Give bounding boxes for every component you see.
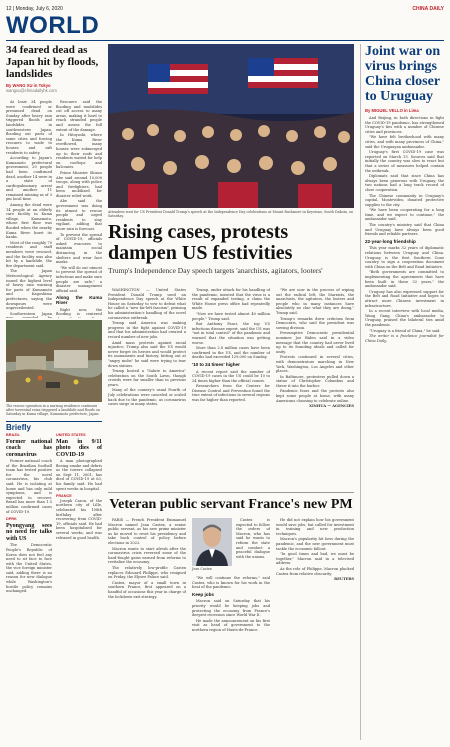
brief-text: Joseph Caron, of the northern city of Lille, celebrated his 108th birthday after recovering from COVID-19, officials said. He had been hospitalized for several weeks, and was released in good health. — [56, 498, 102, 540]
paragraph: PARIS — French President Emmanuel Macron named Jean Castex, a senior public servant, as his new prime minister as he moved to reset his presidency and take back control of policy before elections in 2022. — [108, 518, 186, 545]
brief-region: DPRK — [6, 517, 17, 522]
paragraph: WASHINGTON — United States President Donald Trump used an Independence Day speech at the White House on Saturday to vow to defeat what he called a "new far-left fascism", praising his administration's handling of the novel coronavirus outbreak. — [108, 288, 186, 320]
brief-region: FRANCE — [56, 494, 72, 499]
section-rule — [6, 40, 444, 41]
us-photo-caption: Attendees wait for US President Donald Trump's speech at the Independence Day celebrations at Mount Rushmore in Keystone, South Dakota, on Saturday. — [108, 210, 354, 218]
paragraph: "Now we have tested almost 40 million people," Trump said. — [192, 311, 270, 321]
japan-photo-caption: The rescue operation in a nursing residence continues after torrential rains triggered a landslide and floods on Saturday in Kuma village, Kumamoto prefecture, Japan. — [6, 404, 100, 416]
brief-title: Former national coach has coronavirus — [6, 438, 52, 458]
paragraph: "We are now in the process of wiping out the radical left, the Marxists, the anarchists, the agitators, the looters and people who in many instances have absolutely no clue what they are doing," Trump said. — [276, 288, 354, 315]
paragraph: Prime Minister Shinzo Abe said around 10,000 troops, along with police and firefighters, had been mobilized for disaster relief work. — [56, 170, 102, 198]
paragraph: The country's ministry said that China and Uruguay have always been good friends and reliable partners. — [365, 223, 444, 237]
paragraph: "We will do our utmost to prevent the spread of infections and make sure people are safe," a disaster management official said. — [56, 265, 102, 293]
paragraph: Southwestern Japan — [10, 311, 52, 316]
paragraph: Macron wants to start afresh after the coronavirus crisis reversed some of the hard-fought gains earned from reforms to revitalize the economy. — [108, 546, 186, 565]
briefly-right — [56, 433, 102, 733]
us-col-3 — [276, 288, 354, 488]
paragraph: In a recent interview with local media, Wang Gang, China's ambassador to Uruguay, praised the bilateral ties amid the pandemic. — [365, 309, 444, 327]
paragraph: Diplomats said that since China has always been generous with Uruguay, the two nations had a long track record of close cooperation. — [365, 174, 444, 192]
us-headline: Rising cases, protests dampen US festivities — [108, 221, 293, 264]
brief-text: A man photographed fleeing smoke and debris as the towers collapsed on Sept 11, 2001, has died of COVID-19 at 63, his family said. He had spent weeks in hospital. — [56, 459, 102, 491]
paragraph: This year marks 32 years of diplomatic relations between Uruguay and China. Uruguay is the first Southern Cone country to sign a cooperation document with China on the Belt and Road Initiative. — [365, 246, 444, 269]
briefly-left — [6, 433, 52, 733]
portrait-image — [192, 518, 232, 566]
paragraph: "Uruguay is a friend of China," he said. — [369, 328, 441, 333]
us-col-2 — [192, 288, 270, 488]
paragraph: Pandemic fears and the protests also kept some people at home, with many Americans choosing to celebrate online. — [276, 389, 354, 403]
paragraph: Among the dead were 14 people at an elderly care facility in Kuma village, Kumamoto, whose first floor was flooded when the nearby Kuma River burst its banks. — [6, 203, 52, 240]
paragraph: The Chinese community in Uruguay's capital, Montevideo, donated protective supplies to the city. — [365, 193, 444, 207]
paragraph: Castex is expected to follow the orders of Macron, who has said he wants to reform the state and conduct a peaceful dialogue with the unions. — [236, 518, 270, 559]
japan-subhead: Along the Kuma River — [56, 295, 102, 305]
paragraph: Right now, the flooding is centered — [56, 307, 102, 317]
paragraph: "In good times and bad, we must be together," Macron said in a televised address. — [276, 552, 354, 566]
paragraph: In Baltimore, protesters pulled down a statue of Christopher Columbus and threw it into the harbor. — [276, 374, 354, 388]
paragraph: He did not explain how his government would save jobs, but called for investment in training and new production techniques. — [276, 518, 354, 536]
japan-body-right — [56, 100, 102, 318]
agency-credit: XINHUA — AGENCIES — [309, 404, 354, 409]
paragraph: "We will continue the reforms," said Castex, who is known for his work in the heat of the pandemic. — [192, 576, 270, 590]
paragraph: The relatively low-profile Castex replaces Edouard Philippe, who resigned on Friday, the Elysee Palace said. — [108, 565, 186, 580]
paragraph: Macron's popularity hit lows during the pandemic, and the new government must tackle the economic fallout. — [276, 537, 354, 551]
paragraph: Many of the country's usual Fourth of July celebrations were canceled or scaled back due to the pandemic, as coronavirus cases surge in many states. — [108, 388, 186, 407]
france-headline: Veteran public servant France's new PM — [109, 497, 353, 512]
us-col-1 — [108, 288, 186, 488]
paragraph: Protests continued in several cities, with demonstrators marching in New York, Washington, Los Angeles and other places. — [276, 355, 354, 374]
france-rule — [108, 492, 354, 493]
paragraph: Researchers from the Centers for Disease Control and Prevention found the true extent of infections in several regions was far higher than reported. — [192, 384, 270, 403]
paragraph: At least 34 people were confirmed or presumed dead on Sunday after heavy rain triggered floods and landslides in southwestern Japan, flooding out parts of some cities and forcing rescuers to wade to houses and raft residents to safety. — [6, 100, 52, 155]
paragraph: Presumptive Democratic presidential nominee Joe Biden said in a video message that the country had never lived up to its founding ideals and called for unity. — [276, 331, 354, 354]
paragraph: Trump's remarks drew criticism from Democrats, who said the president was sowing division. — [276, 316, 354, 330]
brief-title: Man in 9/11 photo dies of COVID-19 — [56, 438, 102, 458]
uruguay-sidebar — [360, 44, 444, 740]
paragraph: Abe said the government was doing its utmost to rescue people and urged residents to stay vigilant, adding that more rain is forecast. — [56, 199, 102, 232]
flood-scene-image — [6, 320, 102, 402]
paragraph: Trump, under attack for his handling of the pandemic, insisted that the virus is a result of expanded testing, a claim the White House press office had repeatedly made. — [192, 288, 270, 311]
paragraph: Most of the roughly 70 residents and staff members were rescued, and the facility was also hit by a landslide, the fire department said. — [6, 240, 52, 268]
us-rushmore-photo — [108, 44, 354, 208]
paragraph: More than 2.8 million cases have been confirmed in the US, and the number of deaths had exceeded 129,000 on Sunday. — [192, 346, 270, 360]
section-title: WORLD — [6, 12, 100, 39]
paragraph: Rescuers said the flooding and mudslides cut off access to many areas, making it hard to reach stranded people and assess the full extent of the damage. — [56, 100, 102, 132]
japan-story — [6, 44, 102, 95]
paragraph: Uruguay has also expressed support for the Belt and Road Initiative and hopes to attract more Chinese investment in infrastructure. — [365, 289, 444, 308]
japan-byline: By WANG XU in Tokyo — [6, 83, 51, 88]
paragraph: "We have been cooperating for a long time, and we expect to continue," the ambassador said. — [365, 208, 444, 222]
paragraph: A recent report said the number of COVID-19 cases in the US could be 10 to 24 times higher than the official counts. — [192, 369, 270, 383]
japan-headline: 34 feared dead as Japan hit by floods, landslides — [6, 44, 99, 80]
paragraph: He made the announcement on his first visit as head of government to the northern region of Hauts-de-France. — [192, 618, 270, 632]
paragraph: Uruguay's first COVID-19 case was reported on March 13. Sources said that initially the country was slow to react but that a series of measures helped contain the outbreak. — [365, 150, 444, 173]
france-col-3 — [276, 518, 354, 740]
us-subhead: '10 to 24 times' higher — [192, 361, 240, 367]
paragraph: In Hitoyoshi, where the Kuma River overflowed, many houses were submerged up to their roofs and residents waited for help on rooftops and balconies. — [56, 133, 102, 170]
paragraph: "Both governments are committed to implementing the agreements that have been built in these 32 years," the ambassador said. — [365, 270, 444, 289]
paragraph: As the role of Philippe, Macron plucked Castex from relative obscurity. — [276, 566, 354, 576]
japan-email: wangxu@chinadailyhk.com — [6, 88, 57, 93]
paragraph: Trump said America was making progress in the fight against COVID-19 and that his administration had created a record number of new jobs. — [108, 321, 186, 339]
brief-text: The Democratic People's Republic of Korea does not feel any need to sit face to face with the United States, the vice foreign minister said, adding there is no reason for new dialogue while Washington's hostile policy remains unchanged. — [6, 543, 52, 594]
writer-note: The writer is a freelance journalist for China Daily. — [365, 334, 444, 343]
france-subhead: Keep jobs — [192, 591, 214, 597]
castex-portrait — [192, 518, 232, 566]
agency-credit: REUTERS — [334, 577, 354, 582]
japan-body-left — [6, 100, 52, 318]
paragraph: To prevent the spread of COVID-19, officials asked evacuees to maintain social distancing in the shelters and wear face masks. — [56, 232, 102, 265]
paragraph: Amid mass protests against racial injustice, Trump also said the US would never forget its heroes and would protect its monuments and history, hitting out at "angry mobs" he said were trying to tear down statues. — [108, 340, 186, 368]
brief-region: UNITED STATES — [56, 433, 86, 437]
portrait-caption: Jean Castex — [192, 567, 212, 571]
briefly-section — [6, 421, 102, 432]
paper-name: CHINA DAILY — [412, 5, 444, 12]
paragraph: Castex, mayor of a small town in southern France, first appeared on a handful of occasions this year in charge of the lockdown exit strategy. — [108, 580, 186, 599]
uruguay-byline: By MIGUEL VELLO in Lima — [365, 108, 419, 113]
crowd-flags-image — [108, 44, 354, 208]
brief-title: Pyongyang sees no need for talks with US — [6, 522, 52, 542]
brief-text: Former national coach of the Brazilian football team has tested positive for the novel coronavirus, his club said. He is isolating at home and has only mild symptoms, and is expected to recover. Brazil has more than 1.5 million confirmed cases of COVID-19. — [6, 459, 52, 514]
france-col-2b — [192, 576, 270, 740]
paragraph: But Anthony Fauci, the top US infectious disease expert, said the US was "not in total control" of the pandemic and warned that the situation was getting worse. — [192, 322, 270, 345]
paragraph: Trump hosted a "Salute to America" celebration on the South Lawn, though crowds were far smaller than in previous years. — [108, 369, 186, 387]
page-info: 12 | Monday, July 6, 2020 — [6, 5, 63, 12]
brief-region: BRAZIL — [6, 433, 20, 437]
japan-flood-photo — [6, 320, 102, 402]
paragraph: Macron said on Saturday that his priority would be keeping jobs and protecting the economy from France's deepest recession since World War II. — [192, 599, 270, 618]
briefly-header: Briefly — [6, 423, 31, 432]
uruguay-body — [365, 116, 444, 726]
uruguay-headline: Joint war on virus brings China closer to Uruguay — [365, 44, 441, 104]
paragraph: And Beijing, in both directions in fight the COVID-19 pandemic, has strengthened Uruguay's ties with a number of Chinese cities and provinces. — [365, 116, 444, 134]
paragraph: "We have felt brotherhood with many cities, and with many provinces of China," said the Uruguayan ambassador. — [365, 135, 444, 149]
paragraph: According to Japan's Kumamoto prefectural government, 20 people had been confirmed dead, another 14 were in a state of cardiopulmonary arrest and another 11 remained missing as of 3 pm local time. — [6, 156, 52, 202]
paragraph: The Japan Meteorological Agency issued the highest level of heavy rain warning for parts of Kumamoto and Kagoshima prefectures, saying the downpours were unprecedented. — [6, 269, 52, 311]
france-col-2 — [236, 518, 270, 572]
uruguay-subhead: 22-year-long friendship — [365, 238, 416, 244]
us-deck: Trump's Independence Day speech targets 'anarchists, agitators, looters' — [108, 266, 323, 275]
france-col-1 — [108, 518, 186, 740]
